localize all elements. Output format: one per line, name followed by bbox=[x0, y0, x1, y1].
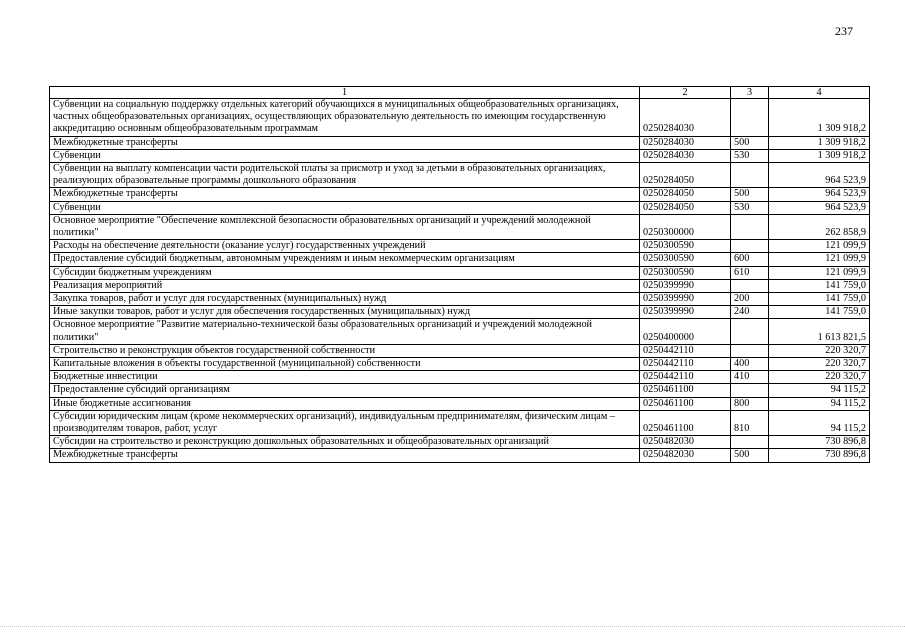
row-type-cell: 410 bbox=[731, 371, 769, 384]
row-code-cell: 0250300590 bbox=[640, 240, 731, 253]
table-row bbox=[50, 136, 870, 149]
row-code-cell: 0250400000 bbox=[640, 319, 731, 344]
row-code-cell: 0250442110 bbox=[640, 358, 731, 371]
row-amount-cell: 121 099,9 bbox=[769, 266, 870, 279]
row-type-cell bbox=[731, 344, 769, 357]
row-name-cell: Субсидии на строительство и реконструкцию дошкольных образовательных и общеобразовательных организаций bbox=[50, 436, 640, 449]
table-row bbox=[50, 371, 870, 384]
row-name-cell: Субвенции bbox=[50, 149, 640, 162]
row-name-cell: Капитальные вложения в объекты государственной (муниципальной) собственности bbox=[50, 358, 640, 371]
row-type-cell bbox=[731, 240, 769, 253]
row-code-cell: 0250482030 bbox=[640, 449, 731, 462]
row-type-cell bbox=[731, 214, 769, 239]
row-type-cell: 240 bbox=[731, 306, 769, 319]
row-name-cell: Межбюджетные трансферты bbox=[50, 449, 640, 462]
header-col-4: 4 bbox=[769, 87, 870, 99]
row-name-cell: Субвенции bbox=[50, 201, 640, 214]
row-amount-cell: 964 523,9 bbox=[769, 188, 870, 201]
row-amount-cell: 964 523,9 bbox=[769, 163, 870, 188]
row-code-cell: 0250300590 bbox=[640, 266, 731, 279]
table-body bbox=[50, 99, 870, 463]
budget-table bbox=[49, 86, 870, 463]
row-code-cell: 0250442110 bbox=[640, 344, 731, 357]
row-type-cell: 800 bbox=[731, 397, 769, 410]
row-code-cell: 0250300000 bbox=[640, 214, 731, 239]
row-amount-cell: 1 309 918,2 bbox=[769, 99, 870, 137]
row-type-cell: 500 bbox=[731, 449, 769, 462]
table-row bbox=[50, 188, 870, 201]
row-amount-cell: 121 099,9 bbox=[769, 240, 870, 253]
row-type-cell: 400 bbox=[731, 358, 769, 371]
row-amount-cell: 94 115,2 bbox=[769, 384, 870, 397]
row-name-cell: Иные закупки товаров, работ и услуг для обеспечения государственных (муниципальных) нужд bbox=[50, 306, 640, 319]
row-name-cell: Субвенции на выплату компенсации части родительской платы за присмотр и уход за детьми в образовательных организациях, реализующих образовательные программы дошкольного образования bbox=[50, 163, 640, 188]
row-type-cell: 610 bbox=[731, 266, 769, 279]
row-amount-cell: 141 759,0 bbox=[769, 279, 870, 292]
row-name-cell: Строительство и реконструкция объектов государственной собственности bbox=[50, 344, 640, 357]
row-code-cell: 0250284030 bbox=[640, 149, 731, 162]
row-amount-cell: 1 309 918,2 bbox=[769, 136, 870, 149]
row-type-cell bbox=[731, 384, 769, 397]
row-type-cell: 810 bbox=[731, 410, 769, 435]
row-code-cell: 0250284050 bbox=[640, 188, 731, 201]
row-type-cell bbox=[731, 163, 769, 188]
row-amount-cell: 141 759,0 bbox=[769, 306, 870, 319]
row-amount-cell: 262 858,9 bbox=[769, 214, 870, 239]
row-code-cell: 0250300590 bbox=[640, 253, 731, 266]
row-amount-cell: 1 309 918,2 bbox=[769, 149, 870, 162]
row-amount-cell: 964 523,9 bbox=[769, 201, 870, 214]
row-code-cell: 0250399990 bbox=[640, 293, 731, 306]
row-type-cell bbox=[731, 319, 769, 344]
row-name-cell: Основное мероприятие "Обеспечение комплексной безопасности образовательных организаций и учреждений молодежной политики" bbox=[50, 214, 640, 239]
row-amount-cell: 94 115,2 bbox=[769, 410, 870, 435]
row-amount-cell: 141 759,0 bbox=[769, 293, 870, 306]
table-row bbox=[50, 266, 870, 279]
table-row bbox=[50, 344, 870, 357]
header-col-1: 1 bbox=[50, 87, 640, 99]
table-row bbox=[50, 319, 870, 344]
table-row bbox=[50, 214, 870, 239]
row-code-cell: 0250284050 bbox=[640, 163, 731, 188]
row-name-cell: Предоставление субсидий организациям bbox=[50, 384, 640, 397]
row-name-cell: Субсидии юридическим лицам (кроме некоммерческих организаций), индивидуальным предпринимателям, физическим лицам – производителям товаров, работ, услуг bbox=[50, 410, 640, 435]
row-name-cell: Расходы на обеспечение деятельности (оказание услуг) государственных учреждений bbox=[50, 240, 640, 253]
table-row bbox=[50, 149, 870, 162]
row-amount-cell: 121 099,9 bbox=[769, 253, 870, 266]
scan-artifact-line bbox=[0, 626, 905, 629]
row-name-cell: Субсидии бюджетным учреждениям bbox=[50, 266, 640, 279]
row-type-cell: 530 bbox=[731, 201, 769, 214]
row-type-cell bbox=[731, 436, 769, 449]
table-row bbox=[50, 253, 870, 266]
row-name-cell: Бюджетные инвестиции bbox=[50, 371, 640, 384]
row-type-cell: 530 bbox=[731, 149, 769, 162]
row-amount-cell: 220 320,7 bbox=[769, 358, 870, 371]
row-code-cell: 0250284030 bbox=[640, 99, 731, 137]
row-type-cell: 200 bbox=[731, 293, 769, 306]
table-row bbox=[50, 436, 870, 449]
table-row bbox=[50, 99, 870, 137]
row-type-cell: 600 bbox=[731, 253, 769, 266]
row-amount-cell: 1 613 821,5 bbox=[769, 319, 870, 344]
row-type-cell: 500 bbox=[731, 188, 769, 201]
row-amount-cell: 220 320,7 bbox=[769, 371, 870, 384]
row-type-cell bbox=[731, 279, 769, 292]
row-name-cell: Межбюджетные трансферты bbox=[50, 188, 640, 201]
row-code-cell: 0250399990 bbox=[640, 279, 731, 292]
table-row bbox=[50, 397, 870, 410]
table-row bbox=[50, 410, 870, 435]
header-col-3: 3 bbox=[731, 87, 769, 99]
page-number: 237 bbox=[835, 24, 853, 38]
row-name-cell: Закупка товаров, работ и услуг для государственных (муниципальных) нужд bbox=[50, 293, 640, 306]
row-type-cell bbox=[731, 99, 769, 137]
row-amount-cell: 94 115,2 bbox=[769, 397, 870, 410]
row-amount-cell: 730 896,8 bbox=[769, 449, 870, 462]
row-type-cell: 500 bbox=[731, 136, 769, 149]
row-code-cell: 0250461100 bbox=[640, 410, 731, 435]
table-row bbox=[50, 279, 870, 292]
row-name-cell: Реализация мероприятий bbox=[50, 279, 640, 292]
row-code-cell: 0250442110 bbox=[640, 371, 731, 384]
row-amount-cell: 730 896,8 bbox=[769, 436, 870, 449]
row-code-cell: 0250461100 bbox=[640, 397, 731, 410]
table-header-row bbox=[50, 87, 870, 99]
header-col-2: 2 bbox=[640, 87, 731, 99]
row-name-cell: Основное мероприятие "Развитие материально-технической базы образовательных организаций и учреждений молодежной политики" bbox=[50, 319, 640, 344]
table-row bbox=[50, 306, 870, 319]
row-code-cell: 0250482030 bbox=[640, 436, 731, 449]
row-code-cell: 0250461100 bbox=[640, 384, 731, 397]
table-row bbox=[50, 240, 870, 253]
table-row bbox=[50, 163, 870, 188]
table-row bbox=[50, 384, 870, 397]
table-row bbox=[50, 358, 870, 371]
row-code-cell: 0250284030 bbox=[640, 136, 731, 149]
table-row bbox=[50, 293, 870, 306]
table-row bbox=[50, 449, 870, 462]
row-amount-cell: 220 320,7 bbox=[769, 344, 870, 357]
row-name-cell: Субвенции на социальную поддержку отдельных категорий обучающихся в муниципальных общеобразовательных организациях, частных общеобразовательных организациях, осуществляющих образовательную деятельность по имеющим государственную аккредитацию основным общеобразовательным программам bbox=[50, 99, 640, 137]
row-code-cell: 0250399990 bbox=[640, 306, 731, 319]
row-name-cell: Иные бюджетные ассигнования bbox=[50, 397, 640, 410]
row-code-cell: 0250284050 bbox=[640, 201, 731, 214]
row-name-cell: Предоставление субсидий бюджетным, автономным учреждениям и иным некоммерческим организациям bbox=[50, 253, 640, 266]
table-row bbox=[50, 201, 870, 214]
row-name-cell: Межбюджетные трансферты bbox=[50, 136, 640, 149]
